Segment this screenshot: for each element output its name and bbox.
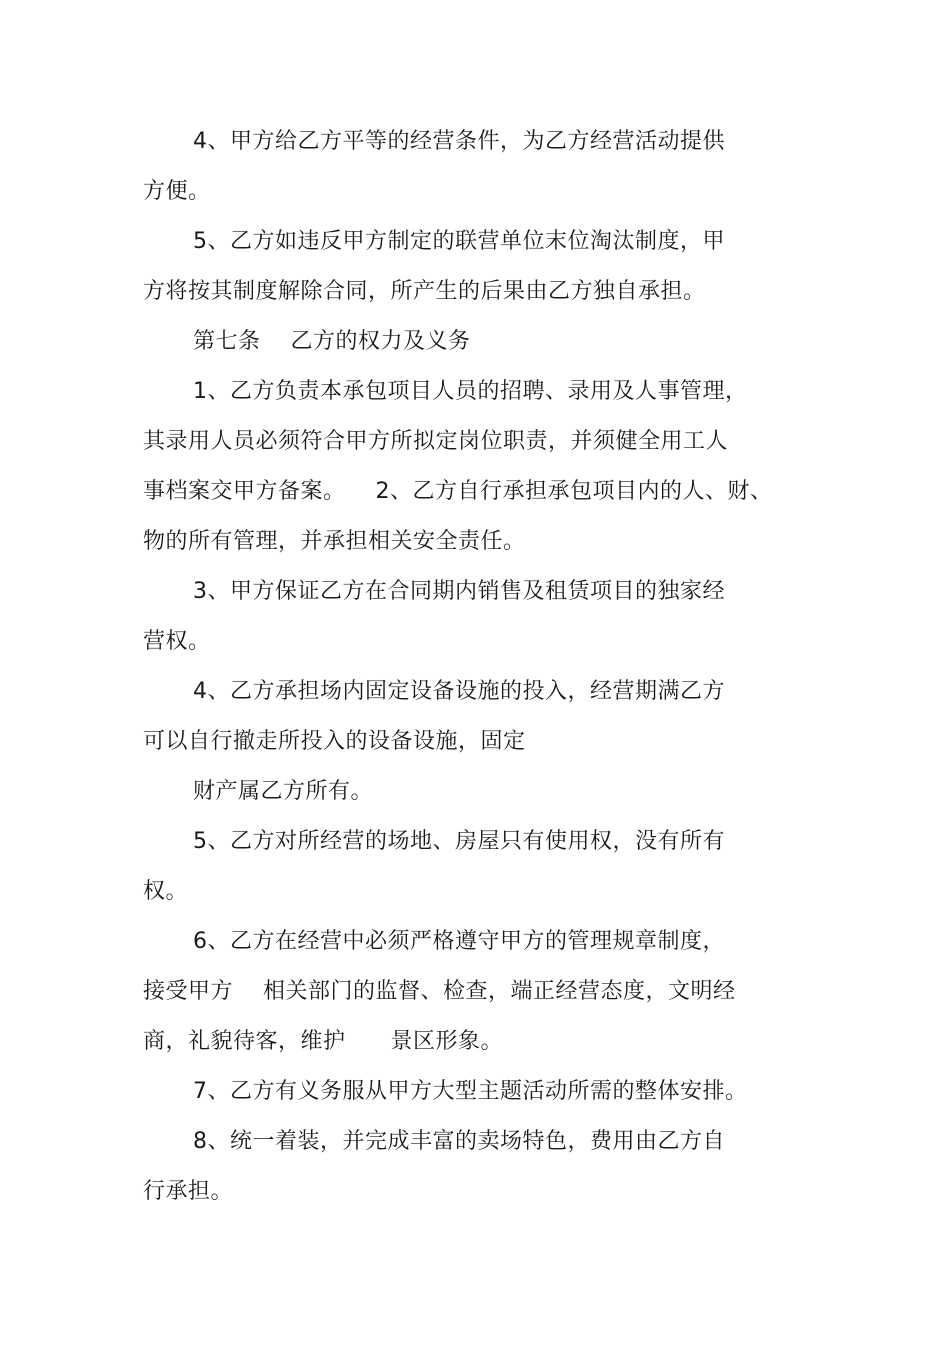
paragraph-line: 7、乙方有义务服从甲方大型主题活动所需的整体安排。 xyxy=(193,1079,748,1104)
paragraph-line: 财产属乙方所有。 xyxy=(193,779,374,804)
paragraph-line: 营权。 xyxy=(143,629,211,654)
paragraph-line: 4、乙方承担场内固定设备设施的投入，经营期满乙方 xyxy=(193,679,725,704)
paragraph-line: 4、甲方给乙方平等的经营条件，为乙方经营活动提供 xyxy=(193,129,725,154)
paragraph-line: 3、甲方保证乙方在合同期内销售及租赁项目的独家经 xyxy=(193,579,725,604)
paragraph-line: 6、乙方在经营中必须严格遵守甲方的管理规章制度， xyxy=(193,929,725,954)
paragraph-line: 事档案交甲方备案。 2、乙方自行承担承包项目内的人、财、 xyxy=(143,479,773,504)
paragraph-line: 商，礼貌待客，维护 景区形象。 xyxy=(143,1029,503,1054)
paragraph-line: 行承担。 xyxy=(143,1179,234,1204)
paragraph-line: 5、乙方如违反甲方制定的联营单位末位淘汰制度，甲 xyxy=(193,229,725,254)
paragraph-line: 接受甲方 相关部门的监督、检查，端正经营态度，文明经 xyxy=(143,979,736,1004)
section-heading: 第七条 乙方的权力及义务 xyxy=(193,329,471,354)
paragraph-line: 权。 xyxy=(143,879,189,904)
paragraph-line: 8、统一着装，并完成丰富的卖场特色，费用由乙方自 xyxy=(193,1129,725,1154)
paragraph-line: 物的所有管理，并承担相关安全责任。 xyxy=(143,529,526,554)
paragraph-line: 可以自行撤走所投入的设备设施，固定 xyxy=(143,729,526,754)
paragraph-line: 方便。 xyxy=(143,179,211,204)
paragraph-line: 其录用人员必须符合甲方所拟定岗位职责，并须健全用工人 xyxy=(143,429,729,454)
paragraph-line: 方将按其制度解除合同，所产生的后果由乙方独自承担。 xyxy=(143,279,706,304)
paragraph-line: 5、乙方对所经营的场地、房屋只有使用权，没有所有 xyxy=(193,829,725,854)
paragraph-line: 1、乙方负责本承包项目人员的招聘、录用及人事管理， xyxy=(193,379,748,404)
